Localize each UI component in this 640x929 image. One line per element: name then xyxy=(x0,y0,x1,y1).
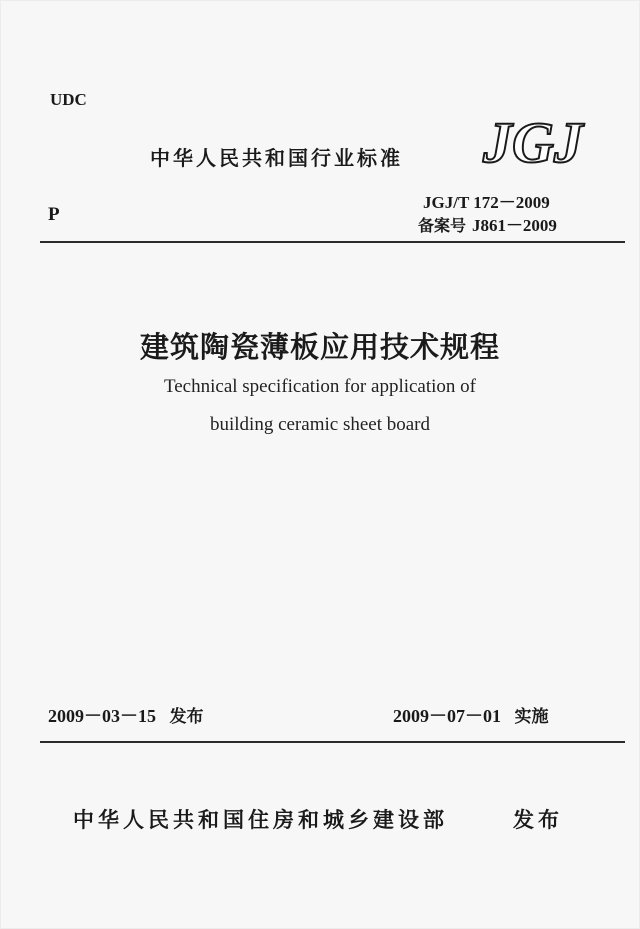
standard-number: JGJ/T 172－2009 xyxy=(423,193,550,212)
udc-label: UDC xyxy=(50,90,87,109)
title-english-line2: building ceramic sheet board xyxy=(209,414,430,435)
bottom-divider xyxy=(40,741,625,743)
standard-category: 中华人民共和国行业标准 xyxy=(150,146,403,170)
record-label: 备案号 xyxy=(418,216,467,235)
record-number: J861－2009 xyxy=(471,216,557,235)
publish-date: 2009－03－15 xyxy=(48,706,156,726)
publish-label: 发布 xyxy=(169,707,204,727)
issuing-authority: 中华人民共和国住房和城乡建设部 xyxy=(73,808,448,832)
top-divider xyxy=(40,241,625,243)
implement-date-line xyxy=(393,702,549,728)
jgj-logo xyxy=(478,112,588,172)
publish-date-line xyxy=(48,702,204,728)
jgj-logo-text: JGJ xyxy=(483,112,583,172)
title-chinese: 建筑陶瓷薄板应用技术规程 xyxy=(139,330,500,364)
implement-label: 实施 xyxy=(514,707,549,727)
implement-date: 2009－07－01 xyxy=(393,706,501,726)
classification-code: P xyxy=(48,204,60,225)
issuer-action: 发布 xyxy=(513,808,563,832)
record-number-line xyxy=(418,211,557,236)
title-english-line1: Technical specification for application of xyxy=(163,376,477,397)
